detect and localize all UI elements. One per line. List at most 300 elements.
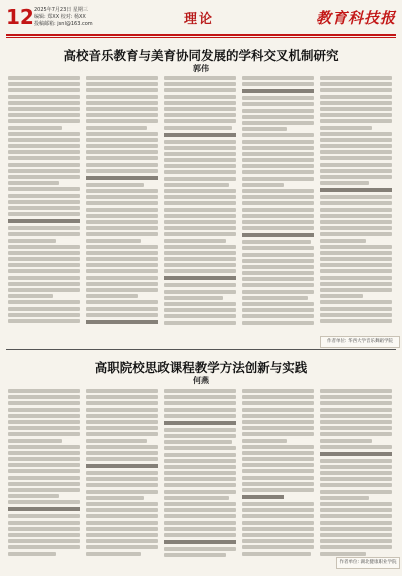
text-line — [320, 101, 392, 105]
text-line — [320, 490, 392, 494]
text-line — [8, 101, 80, 105]
text-line — [164, 428, 236, 432]
text-line — [8, 113, 80, 117]
text-line — [320, 239, 366, 243]
text-line — [8, 200, 80, 204]
text-line — [8, 545, 80, 549]
text-line — [320, 502, 392, 506]
text-line — [8, 533, 80, 537]
text-line — [164, 527, 236, 531]
text-line — [320, 521, 392, 525]
text-line — [164, 152, 236, 156]
text-line — [164, 521, 236, 525]
text-line — [8, 408, 80, 412]
text-line — [320, 389, 392, 393]
text-line — [242, 476, 314, 480]
text-line — [164, 189, 236, 193]
text-line — [164, 226, 236, 230]
text-line — [86, 113, 158, 117]
text-line — [242, 164, 314, 168]
text-line — [164, 88, 236, 92]
text-line — [242, 259, 314, 263]
text-line — [164, 540, 236, 544]
text-line — [164, 446, 236, 450]
text-line — [86, 539, 158, 543]
text-line — [164, 502, 236, 506]
text-line — [8, 239, 56, 243]
text-line — [8, 288, 80, 292]
text-line — [86, 300, 158, 304]
text-line — [242, 308, 314, 312]
text-line — [320, 459, 392, 463]
text-line — [164, 119, 236, 123]
text-line — [164, 490, 236, 494]
text-line — [86, 545, 158, 549]
text-line — [242, 451, 314, 455]
text-line — [8, 488, 80, 492]
text-line — [242, 539, 314, 543]
text-line — [8, 263, 80, 267]
text-line — [242, 201, 314, 205]
text-line — [242, 177, 314, 181]
text-line — [320, 471, 392, 475]
text-line — [8, 194, 80, 198]
text-line — [242, 233, 314, 237]
text-line — [8, 138, 80, 142]
text-line — [320, 156, 392, 160]
text-line — [8, 527, 80, 531]
text-line — [164, 232, 236, 236]
text-line — [320, 163, 392, 167]
text-line — [242, 414, 314, 418]
article1-author-box: 作者单位: 华西大学音乐舞蹈学院 — [320, 336, 400, 348]
text-line — [164, 220, 236, 224]
text-line — [86, 144, 158, 148]
text-line — [86, 163, 158, 167]
text-line — [164, 514, 236, 518]
text-line — [242, 214, 314, 218]
text-line — [242, 277, 314, 281]
text-line — [8, 420, 80, 424]
text-line — [8, 439, 62, 443]
text-line — [320, 201, 392, 205]
text-line — [164, 440, 232, 444]
text-line — [242, 226, 314, 230]
text-line — [242, 463, 314, 467]
text-line — [242, 395, 314, 399]
text-line — [242, 389, 314, 393]
text-line — [86, 451, 158, 455]
text-line — [164, 459, 236, 463]
text-line — [164, 508, 236, 512]
text-line — [320, 508, 392, 512]
text-line — [242, 89, 314, 93]
text-line — [320, 533, 392, 537]
text-line — [164, 170, 236, 174]
text-column — [86, 389, 158, 559]
text-line — [242, 146, 314, 150]
text-line — [8, 76, 80, 80]
page-header — [6, 6, 396, 34]
text-line — [164, 263, 236, 267]
text-line — [164, 107, 236, 111]
text-line — [86, 426, 158, 430]
text-line — [242, 432, 314, 436]
text-line — [242, 508, 314, 512]
text-line — [86, 320, 158, 324]
text-line — [8, 469, 80, 473]
text-line — [242, 170, 314, 174]
text-line — [164, 76, 236, 80]
text-line — [164, 283, 236, 287]
text-line — [86, 239, 141, 243]
text-line — [164, 533, 236, 537]
text-line — [164, 465, 236, 469]
text-line — [242, 420, 314, 424]
text-line — [164, 471, 236, 475]
text-line — [8, 181, 59, 185]
text-line — [164, 553, 226, 557]
text-line — [242, 527, 314, 531]
text-line — [242, 514, 314, 518]
text-line — [320, 226, 392, 230]
text-line — [86, 251, 158, 255]
text-line — [8, 294, 53, 298]
text-line — [8, 507, 80, 511]
text-line — [86, 220, 158, 224]
text-line — [242, 115, 314, 119]
text-line — [86, 257, 158, 261]
text-line — [242, 220, 314, 224]
text-line — [8, 88, 80, 92]
text-line — [320, 401, 392, 405]
text-line — [320, 319, 392, 323]
text-line — [164, 95, 236, 99]
text-line — [8, 169, 80, 173]
text-line — [242, 253, 314, 257]
text-line — [164, 308, 236, 312]
text-line — [8, 552, 56, 556]
text-line — [86, 232, 158, 236]
text-line — [86, 445, 158, 449]
text-line — [320, 426, 392, 430]
text-line — [242, 502, 314, 506]
text-line — [320, 220, 392, 224]
text-line — [320, 119, 392, 123]
text-line — [86, 395, 158, 399]
text-line — [8, 276, 80, 280]
text-line — [8, 187, 80, 191]
text-line — [242, 426, 314, 430]
date-line: 2025年7月23日 星期三 — [34, 7, 88, 13]
text-line — [8, 245, 80, 249]
text-line — [320, 300, 392, 304]
text-line — [164, 395, 236, 399]
article1-body — [8, 76, 392, 327]
text-line — [320, 307, 392, 311]
text-line — [86, 176, 158, 180]
text-line — [8, 107, 80, 111]
text-line — [320, 245, 392, 249]
text-line — [86, 288, 158, 292]
text-line — [320, 539, 392, 543]
article1-author: 郭伟 — [193, 64, 209, 73]
text-line — [320, 95, 392, 99]
text-line — [242, 121, 314, 125]
text-line — [86, 307, 158, 311]
text-line — [320, 107, 392, 111]
text-line — [164, 269, 236, 273]
text-line — [86, 408, 158, 412]
text-line — [242, 271, 314, 275]
text-line — [86, 138, 158, 142]
text-line — [320, 132, 392, 136]
text-line — [86, 276, 158, 280]
header-rule — [6, 34, 396, 36]
text-line — [86, 195, 158, 199]
text-line — [86, 76, 158, 80]
text-line — [86, 502, 158, 506]
text-line — [320, 527, 392, 531]
text-line — [320, 483, 392, 487]
text-line — [320, 214, 392, 218]
text-line — [8, 269, 80, 273]
text-column — [164, 389, 236, 559]
text-line — [8, 482, 80, 486]
text-line — [8, 539, 80, 543]
text-line — [242, 445, 314, 449]
text-line — [8, 451, 80, 455]
text-line — [164, 164, 236, 168]
section-title: 理论 — [184, 12, 215, 27]
text-line — [164, 453, 236, 457]
text-line — [8, 95, 80, 99]
text-line — [86, 496, 144, 500]
text-line — [86, 183, 144, 187]
text-line — [164, 101, 236, 105]
text-line — [242, 76, 314, 80]
text-line — [320, 439, 372, 443]
text-line — [242, 457, 314, 461]
text-column — [242, 76, 314, 327]
text-line — [8, 521, 80, 525]
text-line — [242, 152, 314, 156]
text-line — [320, 514, 392, 518]
text-line — [164, 177, 236, 181]
article2-body — [8, 389, 392, 559]
text-line — [320, 208, 392, 212]
text-line — [320, 545, 392, 549]
text-line — [320, 169, 392, 173]
text-line — [320, 232, 392, 236]
text-line — [242, 96, 314, 100]
text-line — [8, 476, 80, 480]
text-line — [86, 245, 158, 249]
text-line — [164, 183, 229, 187]
text-line — [164, 321, 236, 325]
text-line — [164, 434, 236, 438]
text-line — [242, 439, 287, 443]
text-line — [86, 95, 158, 99]
text-line — [164, 421, 236, 425]
issue-meta — [34, 7, 93, 28]
text-line — [242, 102, 314, 106]
text-line — [242, 482, 314, 486]
text-line — [164, 290, 236, 294]
text-line — [242, 521, 314, 525]
text-line — [86, 401, 158, 405]
text-line — [242, 140, 314, 144]
text-line — [86, 263, 158, 267]
text-line — [8, 163, 80, 167]
text-line — [86, 552, 141, 556]
text-line — [8, 226, 80, 230]
email-line: 投稿邮箱: jsnl@163.com — [34, 21, 93, 27]
text-line — [8, 457, 80, 461]
text-line — [8, 414, 80, 418]
text-line — [242, 195, 314, 199]
text-line — [8, 426, 80, 430]
text-line — [320, 408, 392, 412]
text-column — [8, 389, 80, 559]
article-separator — [6, 349, 396, 350]
text-line — [8, 257, 80, 261]
text-line — [86, 414, 158, 418]
text-line — [164, 477, 236, 481]
text-column — [164, 76, 236, 327]
text-line — [86, 527, 158, 531]
text-line — [320, 445, 392, 449]
text-line — [320, 113, 392, 117]
text-line — [8, 307, 80, 311]
text-line — [164, 82, 236, 86]
text-line — [164, 158, 236, 162]
text-column — [86, 76, 158, 327]
text-line — [242, 109, 314, 113]
text-line — [86, 294, 138, 298]
text-line — [242, 283, 314, 287]
text-line — [320, 88, 392, 92]
text-line — [242, 533, 314, 537]
text-line — [86, 514, 158, 518]
text-line — [320, 138, 392, 142]
text-line — [8, 463, 80, 467]
text-line — [86, 439, 147, 443]
text-line — [8, 389, 80, 393]
text-column — [242, 389, 314, 559]
text-line — [320, 432, 392, 436]
text-line — [8, 313, 80, 317]
text-line — [242, 401, 314, 405]
text-line — [320, 313, 392, 317]
text-line — [242, 127, 287, 131]
text-line — [320, 82, 392, 86]
text-line — [320, 395, 392, 399]
text-line — [320, 452, 392, 456]
text-line — [242, 158, 314, 162]
text-line — [320, 288, 392, 292]
text-line — [164, 195, 236, 199]
text-line — [8, 251, 80, 255]
text-line — [242, 189, 314, 193]
text-line — [86, 214, 158, 218]
text-line — [320, 282, 392, 286]
text-line — [320, 477, 392, 481]
text-line — [242, 488, 314, 492]
text-line — [86, 471, 158, 475]
text-line — [86, 420, 158, 424]
text-line — [164, 276, 236, 280]
text-line — [8, 144, 80, 148]
text-line — [86, 88, 158, 92]
text-line — [8, 150, 80, 154]
text-line — [164, 126, 232, 130]
text-line — [8, 500, 80, 504]
text-line — [8, 395, 80, 399]
text-line — [86, 101, 158, 105]
text-line — [320, 181, 369, 185]
text-line — [8, 119, 80, 123]
text-line — [8, 445, 80, 449]
text-line — [86, 132, 158, 136]
text-line — [8, 156, 80, 160]
text-line — [86, 119, 158, 123]
text-line — [242, 133, 314, 137]
text-line — [86, 464, 158, 468]
text-line — [242, 246, 314, 250]
text-line — [8, 401, 80, 405]
text-line — [86, 189, 158, 193]
text-line — [164, 146, 236, 150]
text-line — [320, 257, 392, 261]
text-line — [164, 483, 236, 487]
text-line — [242, 208, 314, 212]
text-line — [8, 494, 59, 498]
text-line — [8, 212, 80, 216]
text-line — [164, 214, 236, 218]
text-line — [164, 302, 236, 306]
text-line — [164, 245, 236, 249]
text-line — [86, 126, 147, 130]
text-line — [242, 290, 314, 294]
text-column — [8, 76, 80, 327]
text-line — [242, 408, 314, 412]
text-line — [164, 496, 229, 500]
text-line — [242, 469, 314, 473]
text-line — [164, 547, 236, 551]
text-line — [164, 251, 236, 255]
text-line — [164, 314, 236, 318]
text-line — [8, 432, 80, 436]
text-line — [164, 113, 236, 117]
text-line — [86, 169, 158, 173]
text-line — [164, 140, 236, 144]
masthead-logo: 教育科技报 — [315, 9, 396, 27]
text-line — [320, 150, 392, 154]
text-line — [164, 408, 236, 412]
text-line — [164, 257, 236, 261]
text-line — [320, 414, 392, 418]
text-line — [242, 82, 314, 86]
text-column — [320, 389, 392, 559]
text-line — [320, 420, 392, 424]
text-line — [242, 314, 314, 318]
text-line — [320, 195, 392, 199]
text-line — [86, 269, 158, 273]
text-line — [242, 495, 284, 499]
text-line — [8, 126, 62, 130]
text-line — [8, 319, 80, 323]
